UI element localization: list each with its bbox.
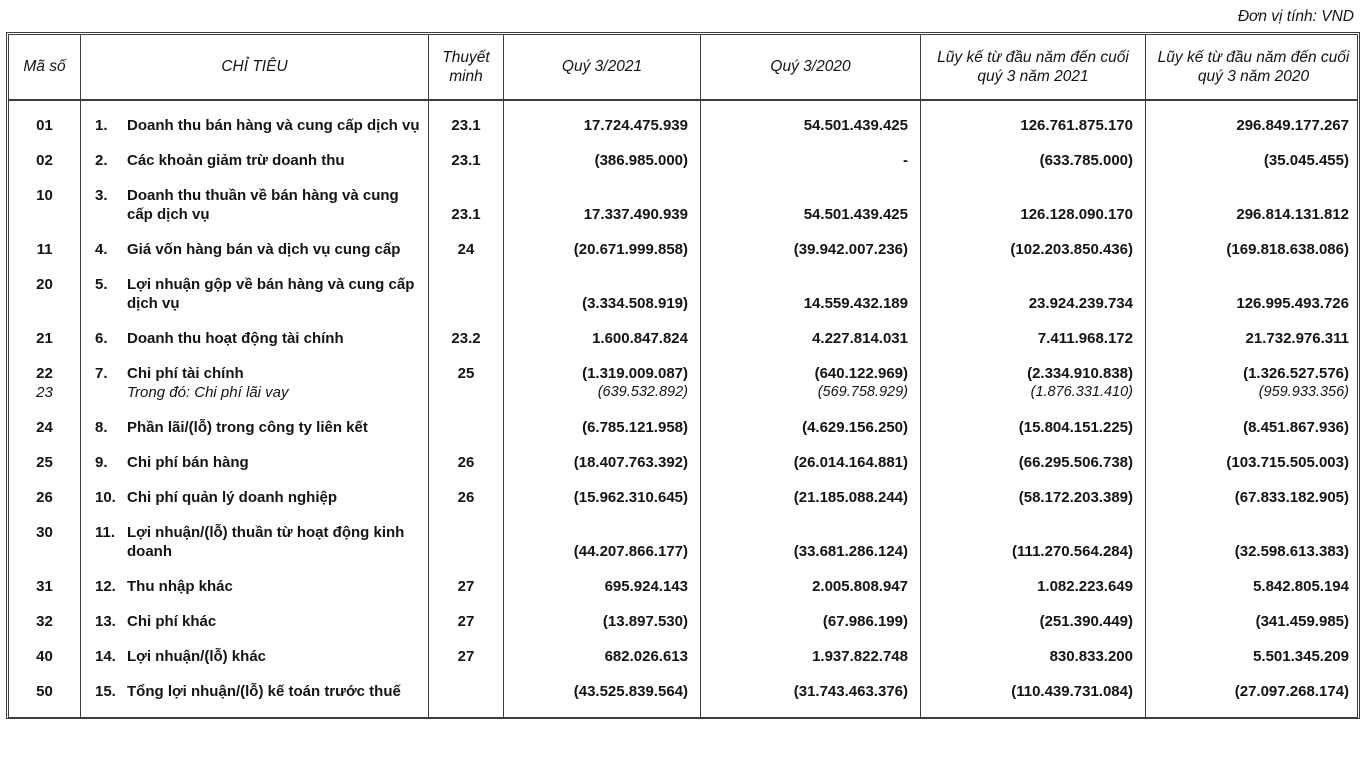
value-cell-ytd-2020	[1146, 267, 1361, 321]
row-note: 23.1	[451, 206, 481, 223]
value-cell-q3-2021	[504, 569, 701, 604]
row-code-cell	[9, 674, 81, 717]
value-cell-q3-2020	[701, 604, 921, 639]
value-cell-q3-2021	[504, 321, 701, 356]
value-cell-ytd-2021	[921, 569, 1146, 604]
row-code: 01	[36, 117, 53, 134]
column-header-thuyet-minh: Thuyết minh	[429, 35, 504, 99]
row-note: 26	[457, 489, 475, 506]
row-label-cell	[81, 515, 429, 569]
value-q3-2020: 54.501.439.425	[803, 117, 908, 134]
row-note: 27	[457, 578, 475, 595]
value-ytd-2020: 296.814.131.812	[1236, 206, 1349, 223]
value-ytd-2021: 23.924.239.734	[1028, 295, 1133, 312]
table-row	[9, 480, 1357, 515]
value-ytd-2021: 126.761.875.170	[1020, 117, 1133, 134]
value-cell-q3-2021	[504, 267, 701, 321]
value-ytd-2020: 5.842.805.194	[1253, 578, 1349, 595]
row-item-number: 5.	[95, 276, 108, 293]
row-note-cell	[429, 569, 504, 604]
row-label: Doanh thu bán hàng và cung cấp dịch vụ	[127, 117, 420, 134]
value-cell-q3-2021	[504, 178, 701, 232]
value-cell-q3-2020	[701, 356, 921, 410]
row-label: Lợi nhuận gộp về bán hàng và cung cấp dịch vụ	[127, 276, 415, 312]
value-cell-ytd-2021	[921, 356, 1146, 410]
value-cell-q3-2020	[701, 639, 921, 674]
value-q3-2020: -	[903, 152, 908, 169]
value-q3-2021: (386.985.000)	[594, 152, 688, 169]
row-label: Chi phí quản lý doanh nghiệp	[127, 489, 337, 506]
value-q3-2020: 54.501.439.425	[803, 206, 908, 223]
row-note-cell	[429, 143, 504, 178]
row-note: 25	[457, 365, 475, 382]
row-label-line	[95, 240, 420, 259]
value-cell-ytd-2020	[1146, 569, 1361, 604]
row-note: 23.1	[451, 152, 481, 169]
row-label-cell	[81, 604, 429, 639]
row-label-cell	[81, 143, 429, 178]
value-q3-2021: (6.785.121.958)	[582, 419, 688, 436]
value-q3-2020: (31.743.463.376)	[793, 683, 908, 700]
value-cell-ytd-2020	[1146, 480, 1361, 515]
column-header-quy-3-2021: Quý 3/2021	[504, 35, 701, 99]
table-row	[9, 143, 1357, 178]
row-label-line	[95, 116, 420, 135]
row-code-cell	[9, 445, 81, 480]
value-q3-2021: 1.600.847.824	[592, 330, 688, 347]
row-note-cell	[429, 480, 504, 515]
row-note-cell	[429, 101, 504, 143]
value-q3-2021-sub: (639.532.892)	[597, 384, 688, 400]
row-label: Chi phí tài chính	[127, 365, 244, 382]
row-note-cell	[429, 232, 504, 267]
value-cell-q3-2020	[701, 410, 921, 445]
row-item-number: 14.	[95, 648, 116, 665]
table-body	[9, 101, 1357, 717]
row-code: 11	[36, 241, 53, 258]
row-code-cell	[9, 267, 81, 321]
value-ytd-2020: (8.451.867.936)	[1243, 419, 1349, 436]
value-cell-ytd-2020	[1146, 639, 1361, 674]
row-label-cell	[81, 445, 429, 480]
row-label: Giá vốn hàng bán và dịch vụ cung cấp	[127, 241, 401, 258]
value-ytd-2021: (251.390.449)	[1039, 613, 1133, 630]
table-row	[9, 178, 1357, 232]
value-cell-ytd-2020	[1146, 101, 1361, 143]
row-label: Phần lãi/(lỗ) trong công ty liên kết	[127, 419, 368, 436]
row-label-line	[95, 647, 420, 666]
table-row	[9, 232, 1357, 267]
row-item-number: 15.	[95, 683, 116, 700]
row-item-number: 10.	[95, 489, 116, 506]
row-item-number: 3.	[95, 187, 108, 204]
row-label-line	[95, 523, 420, 561]
row-item-number: 4.	[95, 241, 108, 258]
row-code: 21	[36, 330, 53, 347]
row-code: 02	[36, 152, 53, 169]
row-note: 26	[457, 454, 475, 471]
row-label: Lợi nhuận/(lỗ) khác	[127, 648, 266, 665]
row-label-cell	[81, 410, 429, 445]
row-note-cell	[429, 267, 504, 321]
row-code-cell	[9, 515, 81, 569]
value-ytd-2020-sub: (959.933.356)	[1258, 384, 1349, 400]
value-cell-ytd-2021	[921, 267, 1146, 321]
row-note: 23.2	[451, 330, 481, 347]
value-cell-q3-2020	[701, 321, 921, 356]
row-note: 27	[457, 613, 475, 630]
row-label-cell	[81, 178, 429, 232]
row-label: Doanh thu thuần về bán hàng và cung cấp dịch vụ	[127, 187, 399, 223]
value-cell-q3-2021	[504, 410, 701, 445]
value-cell-ytd-2021	[921, 445, 1146, 480]
value-cell-q3-2021	[504, 480, 701, 515]
value-ytd-2021: 126.128.090.170	[1020, 206, 1133, 223]
row-code-cell	[9, 639, 81, 674]
value-q3-2020: 14.559.432.189	[803, 295, 908, 312]
value-cell-ytd-2021	[921, 101, 1146, 143]
value-cell-q3-2021	[504, 445, 701, 480]
table-row	[9, 321, 1357, 356]
row-label-cell	[81, 569, 429, 604]
value-ytd-2021: 7.411.968.172	[1037, 330, 1133, 347]
row-code-cell	[9, 178, 81, 232]
value-cell-ytd-2021	[921, 232, 1146, 267]
value-cell-ytd-2021	[921, 639, 1146, 674]
value-cell-ytd-2021	[921, 178, 1146, 232]
value-q3-2021: (44.207.866.177)	[573, 543, 688, 560]
value-cell-ytd-2020	[1146, 321, 1361, 356]
value-ytd-2020: (35.045.455)	[1263, 152, 1349, 169]
value-cell-ytd-2020	[1146, 178, 1361, 232]
value-ytd-2020: (27.097.268.174)	[1234, 683, 1349, 700]
value-q3-2021: 695.924.143	[604, 578, 688, 595]
row-code: 31	[36, 578, 53, 595]
value-cell-ytd-2021	[921, 480, 1146, 515]
row-label-line	[95, 186, 420, 224]
value-ytd-2021: (102.203.850.436)	[1010, 241, 1133, 258]
table-row	[9, 356, 1357, 410]
value-ytd-2020: (32.598.613.383)	[1234, 543, 1349, 560]
row-label-cell	[81, 101, 429, 143]
row-note-cell	[429, 604, 504, 639]
row-note-cell	[429, 639, 504, 674]
value-cell-q3-2021	[504, 232, 701, 267]
value-ytd-2021: 1.082.223.649	[1037, 578, 1133, 595]
row-code-cell	[9, 480, 81, 515]
row-label-cell	[81, 356, 429, 410]
value-q3-2021: (15.962.310.645)	[573, 489, 688, 506]
value-cell-ytd-2021	[921, 604, 1146, 639]
value-cell-ytd-2021	[921, 515, 1146, 569]
row-label-line	[95, 151, 420, 170]
value-ytd-2021-sub: (1.876.331.410)	[1030, 384, 1133, 400]
row-code: 10	[36, 187, 53, 204]
row-item-number: 1.	[95, 117, 108, 134]
row-label-cell	[81, 267, 429, 321]
row-code: 50	[36, 683, 53, 700]
row-code-cell	[9, 569, 81, 604]
value-cell-q3-2021	[504, 515, 701, 569]
value-cell-q3-2021	[504, 604, 701, 639]
value-cell-ytd-2020	[1146, 356, 1361, 410]
value-cell-ytd-2020	[1146, 232, 1361, 267]
row-item-number: 7.	[95, 365, 108, 382]
value-q3-2021: 682.026.613	[604, 648, 688, 665]
value-ytd-2020: 126.995.493.726	[1236, 295, 1349, 312]
row-code-sub: 23	[36, 384, 53, 401]
value-ytd-2020: (103.715.505.003)	[1226, 454, 1349, 471]
row-label-cell	[81, 674, 429, 717]
table-row	[9, 639, 1357, 674]
value-q3-2021: (18.407.763.392)	[573, 454, 688, 471]
row-code-cell	[9, 143, 81, 178]
row-label-line	[95, 329, 420, 348]
row-note-cell	[429, 321, 504, 356]
value-q3-2020: (39.942.007.236)	[793, 241, 908, 258]
row-label: Các khoản giảm trừ doanh thu	[127, 152, 345, 169]
value-cell-q3-2020	[701, 178, 921, 232]
table-row	[9, 410, 1357, 445]
financial-report-page	[6, 4, 1362, 719]
value-q3-2020-sub: (569.758.929)	[817, 384, 908, 400]
value-ytd-2021: (66.295.506.738)	[1018, 454, 1133, 471]
value-ytd-2020: (169.818.638.086)	[1226, 241, 1349, 258]
row-item-number: 11.	[95, 524, 116, 541]
value-ytd-2020: 5.501.345.209	[1253, 648, 1349, 665]
row-note-cell	[429, 674, 504, 717]
row-code: 26	[36, 489, 53, 506]
row-note-cell	[429, 410, 504, 445]
row-label-line	[95, 275, 420, 313]
row-label-line	[95, 488, 420, 507]
row-label-cell	[81, 232, 429, 267]
value-cell-q3-2021	[504, 101, 701, 143]
value-ytd-2021: 830.833.200	[1049, 648, 1133, 665]
value-ytd-2021: (58.172.203.389)	[1018, 489, 1133, 506]
value-q3-2021: 17.724.475.939	[583, 117, 688, 134]
value-q3-2020: (21.185.088.244)	[793, 489, 908, 506]
row-item-number: 2.	[95, 152, 108, 169]
value-cell-ytd-2020	[1146, 515, 1361, 569]
row-code-cell	[9, 356, 81, 410]
row-label-line	[95, 577, 420, 596]
value-q3-2020: (33.681.286.124)	[793, 543, 908, 560]
row-code: 20	[36, 276, 53, 293]
row-label-line	[95, 682, 420, 701]
value-ytd-2020: (1.326.527.576)	[1243, 365, 1349, 382]
row-note-cell	[429, 178, 504, 232]
value-cell-ytd-2020	[1146, 410, 1361, 445]
value-cell-ytd-2020	[1146, 604, 1361, 639]
column-header-quy-3-2020: Quý 3/2020	[701, 35, 921, 99]
value-cell-ytd-2020	[1146, 674, 1361, 717]
row-code-cell	[9, 101, 81, 143]
column-header-luy-ke-2020: Lũy kế từ đầu năm đến cuối quý 3 năm 2020	[1157, 48, 1350, 85]
value-cell-q3-2020	[701, 569, 921, 604]
row-label-line	[95, 612, 420, 631]
value-cell-q3-2020	[701, 515, 921, 569]
value-cell-q3-2021	[504, 356, 701, 410]
column-header-ma-so: Mã số	[9, 35, 81, 99]
value-ytd-2021: (633.785.000)	[1039, 152, 1133, 169]
value-cell-q3-2020	[701, 267, 921, 321]
value-ytd-2021: (15.804.151.225)	[1018, 419, 1133, 436]
value-ytd-2020: 296.849.177.267	[1236, 117, 1349, 134]
row-label-cell	[81, 480, 429, 515]
value-cell-q3-2020	[701, 143, 921, 178]
row-code: 30	[36, 524, 53, 541]
row-item-number: 12.	[95, 578, 116, 595]
value-q3-2020: 4.227.814.031	[812, 330, 908, 347]
row-code: 32	[36, 613, 53, 630]
value-cell-q3-2020	[701, 674, 921, 717]
column-header-chi-tieu: CHỈ TIÊU	[81, 35, 429, 99]
row-note-cell	[429, 515, 504, 569]
value-cell-q3-2020	[701, 445, 921, 480]
table-row	[9, 515, 1357, 569]
value-cell-q3-2020	[701, 101, 921, 143]
value-ytd-2021: (111.270.564.284)	[1012, 543, 1133, 560]
value-q3-2020: 1.937.822.748	[812, 648, 908, 665]
value-ytd-2021: (110.439.731.084)	[1011, 683, 1133, 700]
value-ytd-2020: 21.732.976.311	[1245, 330, 1349, 347]
row-code: 22	[36, 365, 53, 382]
row-item-number: 9.	[95, 454, 108, 471]
row-code-cell	[9, 410, 81, 445]
row-label-line	[95, 418, 420, 437]
row-label: Chi phí khác	[127, 613, 217, 630]
value-ytd-2021: (2.334.910.838)	[1027, 365, 1133, 382]
row-label: Tổng lợi nhuận/(lỗ) kế toán trước thuế	[127, 683, 401, 700]
row-note: 24	[457, 241, 475, 258]
value-q3-2020: (67.986.199)	[822, 613, 908, 630]
value-ytd-2020: (67.833.182.905)	[1234, 489, 1349, 506]
row-code: 40	[36, 648, 53, 665]
table-row	[9, 267, 1357, 321]
value-ytd-2020: (341.459.985)	[1255, 613, 1349, 630]
table-row	[9, 101, 1357, 143]
value-cell-q3-2020	[701, 480, 921, 515]
row-sub-label: Trong đó: Chi phí lãi vay	[127, 384, 289, 401]
value-cell-ytd-2020	[1146, 445, 1361, 480]
table-header-row	[9, 35, 1357, 101]
row-item-number: 6.	[95, 330, 108, 347]
table-row	[9, 674, 1357, 717]
row-note: 23.1	[451, 117, 481, 134]
row-code-cell	[9, 232, 81, 267]
row-note: 27	[457, 648, 475, 665]
table-row	[9, 604, 1357, 639]
value-cell-ytd-2021	[921, 321, 1146, 356]
row-item-number: 8.	[95, 419, 108, 436]
value-cell-ytd-2021	[921, 143, 1146, 178]
row-item-number: 13.	[95, 613, 116, 630]
value-cell-q3-2021	[504, 674, 701, 717]
value-q3-2021: 17.337.490.939	[583, 206, 688, 223]
value-cell-q3-2021	[504, 143, 701, 178]
row-label-line	[95, 453, 420, 472]
row-label-cell	[81, 321, 429, 356]
column-header-luy-ke-2021: Lũy kế từ đầu năm đến cuối quý 3 năm 2021	[921, 35, 1146, 99]
row-label-line	[95, 364, 420, 383]
row-label: Chi phí bán hàng	[127, 454, 249, 471]
value-q3-2021: (20.671.999.858)	[573, 241, 688, 258]
value-cell-ytd-2021	[921, 410, 1146, 445]
unit-note: Đơn vị tính: VND	[1237, 8, 1354, 25]
income-statement-table	[6, 32, 1360, 719]
row-label-cell	[81, 639, 429, 674]
row-code-cell	[9, 321, 81, 356]
value-q3-2020: 2.005.808.947	[812, 578, 908, 595]
value-q3-2020: (4.629.156.250)	[802, 419, 908, 436]
value-q3-2021: (3.334.508.919)	[582, 295, 688, 312]
value-cell-ytd-2020	[1146, 143, 1361, 178]
row-note-cell	[429, 356, 504, 410]
table-row	[9, 569, 1357, 604]
row-label: Thu nhập khác	[127, 578, 233, 595]
value-q3-2020: (26.014.164.881)	[793, 454, 908, 471]
value-q3-2021: (1.319.009.087)	[582, 365, 688, 382]
value-q3-2021: (13.897.530)	[602, 613, 688, 630]
row-code: 25	[36, 454, 53, 471]
value-q3-2021: (43.525.839.564)	[573, 683, 688, 700]
value-q3-2020: (640.122.969)	[814, 365, 908, 382]
row-label: Lợi nhuận/(lỗ) thuần từ hoạt động kinh doanh	[127, 524, 405, 560]
row-label: Doanh thu hoạt động tài chính	[127, 330, 344, 347]
value-cell-q3-2020	[701, 232, 921, 267]
row-note-cell	[429, 445, 504, 480]
value-cell-q3-2021	[504, 639, 701, 674]
table-row	[9, 445, 1357, 480]
row-code: 24	[36, 419, 53, 436]
row-code-cell	[9, 604, 81, 639]
value-cell-ytd-2021	[921, 674, 1146, 717]
